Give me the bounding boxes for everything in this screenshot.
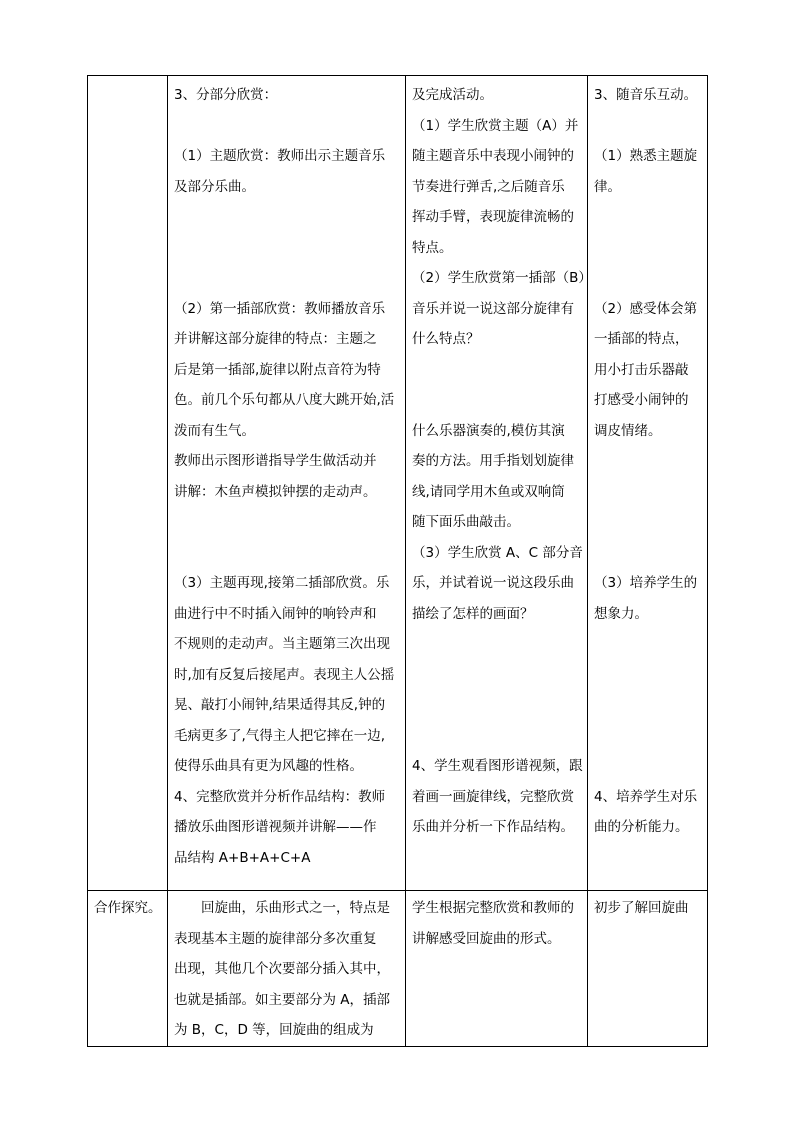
text-line: 教师出示图形谱指导学生做活动并 [174,453,377,469]
text-line: 使得乐曲具有更为风趣的性格。 [174,758,363,774]
design-intent-cell [588,76,708,891]
blank-line [594,507,701,538]
text-line: （3）学生欣赏 A、C 部分音 [412,544,583,561]
blank-line [594,446,701,477]
text-line: 音乐并说一说这部分旋律有 [412,300,574,317]
text-line: （2）感受体会第 [594,300,698,317]
text-line: 时,加有反复后接尾声。表现主人公摇 [174,666,395,683]
text-line: 曲进行中不时插入闹钟的响铃声和 [174,605,377,622]
text-line: 挥动手臂，表现旋律流畅的 [412,209,574,225]
teacher-activity-cell [168,76,406,891]
text-line: 也就是插部。如主要部分为 A，插部 [174,991,391,1008]
blank-line [412,721,581,752]
blank-line [174,233,399,264]
text-line: （3）培养学生的 [594,575,698,591]
text-line: 线,请同学用木鱼或双响筒 [412,483,565,500]
text-line: 什么特点？ [412,331,480,347]
text-line: （1）熟悉主题旋 [594,148,698,164]
teacher-activity-cell [168,891,406,1047]
blank-line [594,751,701,782]
blank-line [594,660,701,691]
blank-line [174,538,399,569]
text-line: 乐，并试着说一说这段乐曲 [412,575,574,591]
text-line: （2）第一插部欣赏：教师播放音乐 [174,300,386,317]
text-line: 用小打击乐器敲 [594,361,689,378]
text-line: 什么乐器演奏的,模仿其演 [412,422,565,439]
lesson-plan-table [87,75,708,1047]
blank-line [412,690,581,721]
text-line: 及部分乐曲。 [174,178,255,195]
table-row [88,76,708,891]
text-line: 不规则的走动声。当主题第三次出现 [174,636,390,652]
blank-line [594,690,701,721]
text-line: 后是第一插部,旋律以附点音符为特 [174,361,381,378]
text-line: 特点。 [412,239,453,256]
blank-line [594,629,701,660]
design-intent-cell [588,891,708,1047]
text-line: 及完成活动。 [412,87,493,103]
blank-line [174,202,399,233]
text-line: 着画一画旋律线，完整欣赏 [412,788,574,805]
text-line: 合作探究。 [94,900,162,916]
text-line: （1）主题欣赏：教师出示主题音乐 [174,148,386,164]
text-line: 节奏进行弹舌,之后随音乐 [412,178,565,195]
text-line: 3、分部分欣赏： [174,87,278,103]
text-line: 随主题音乐中表现小闹钟的 [412,148,574,164]
student-activity-cell [406,891,588,1047]
blank-line [174,111,399,142]
text-line: 随下面乐曲敲击。 [412,514,520,530]
student-activity-cell [406,76,592,891]
stage-cell [88,76,168,891]
text-line: 初步了解回旋曲 [594,900,689,916]
blank-line [594,111,701,142]
text-line: 一插部的特点， [594,331,689,347]
text-line: 3、随音乐互动。 [594,87,698,103]
text-line: 回旋曲，乐曲形式之一，特点是 [201,900,390,916]
blank-line [594,202,701,233]
blank-line [594,538,701,569]
blank-line [412,385,581,416]
text-line: 调皮情绪。 [594,422,662,439]
text-line: 学生根据完整欣赏和教师的 [412,900,574,916]
text-line: 想象力。 [594,605,648,622]
text-line: 色。前几个乐句都从八度大跳开始,活 [174,392,395,408]
text-line: （2）学生欣赏第一插部（B） [412,270,592,286]
table-row [88,891,708,1047]
text-line: （3）主题再现,接第二插部欣赏。乐 [174,575,390,591]
blank-line [594,263,701,294]
blank-line [174,507,399,538]
stage-cell [88,891,168,1047]
text-line: 泼而有生气。 [174,422,255,439]
text-line: 律。 [594,178,621,195]
text-line: 讲解感受回旋曲的形式。 [412,930,561,947]
text-line: 品结构 A+B+A+C+A [174,849,311,866]
text-line: 描绘了怎样的画面？ [412,605,534,622]
text-line: 4、学生观看图形谱视频，跟 [412,758,583,774]
text-line: 乐曲并分析一下作品结构。 [412,819,574,835]
text-line: 4、培养学生对乐 [594,788,698,805]
text-line: 晃、敲打小闹钟,结果适得其反,钟的 [174,697,386,713]
text-line: 毛病更多了,气得主人把它摔在一边, [174,727,386,744]
text-line: 打感受小闹钟的 [594,392,689,408]
text-line: 表现基本主题的旋律部分多次重复 [174,930,377,947]
blank-line [594,477,701,508]
blank-line [594,233,701,264]
text-line: 播放乐曲图形谱视频并讲解——作 [174,819,377,835]
blank-line [412,660,581,691]
text-line: 4、完整欣赏并分析作品结构：教师 [174,788,386,805]
blank-line [412,629,581,660]
blank-line [412,355,581,386]
text-line: （1）学生欣赏主题（A）并 [412,117,579,134]
text-line: 出现，其他几个次要部分插入其中， [174,961,390,977]
blank-line [174,263,399,294]
text-line: 奏的方法。用手指划划旋律 [412,453,574,469]
text-line: 曲的分析能力。 [594,819,689,835]
text-line: 并讲解这部分旋律的特点：主题之 [174,331,377,347]
text-line: 讲解：木鱼声模拟钟摆的走动声。 [174,483,377,500]
text-line: 为 B，C，D 等，回旋曲的组成为 [174,1022,374,1038]
blank-line [594,721,701,752]
